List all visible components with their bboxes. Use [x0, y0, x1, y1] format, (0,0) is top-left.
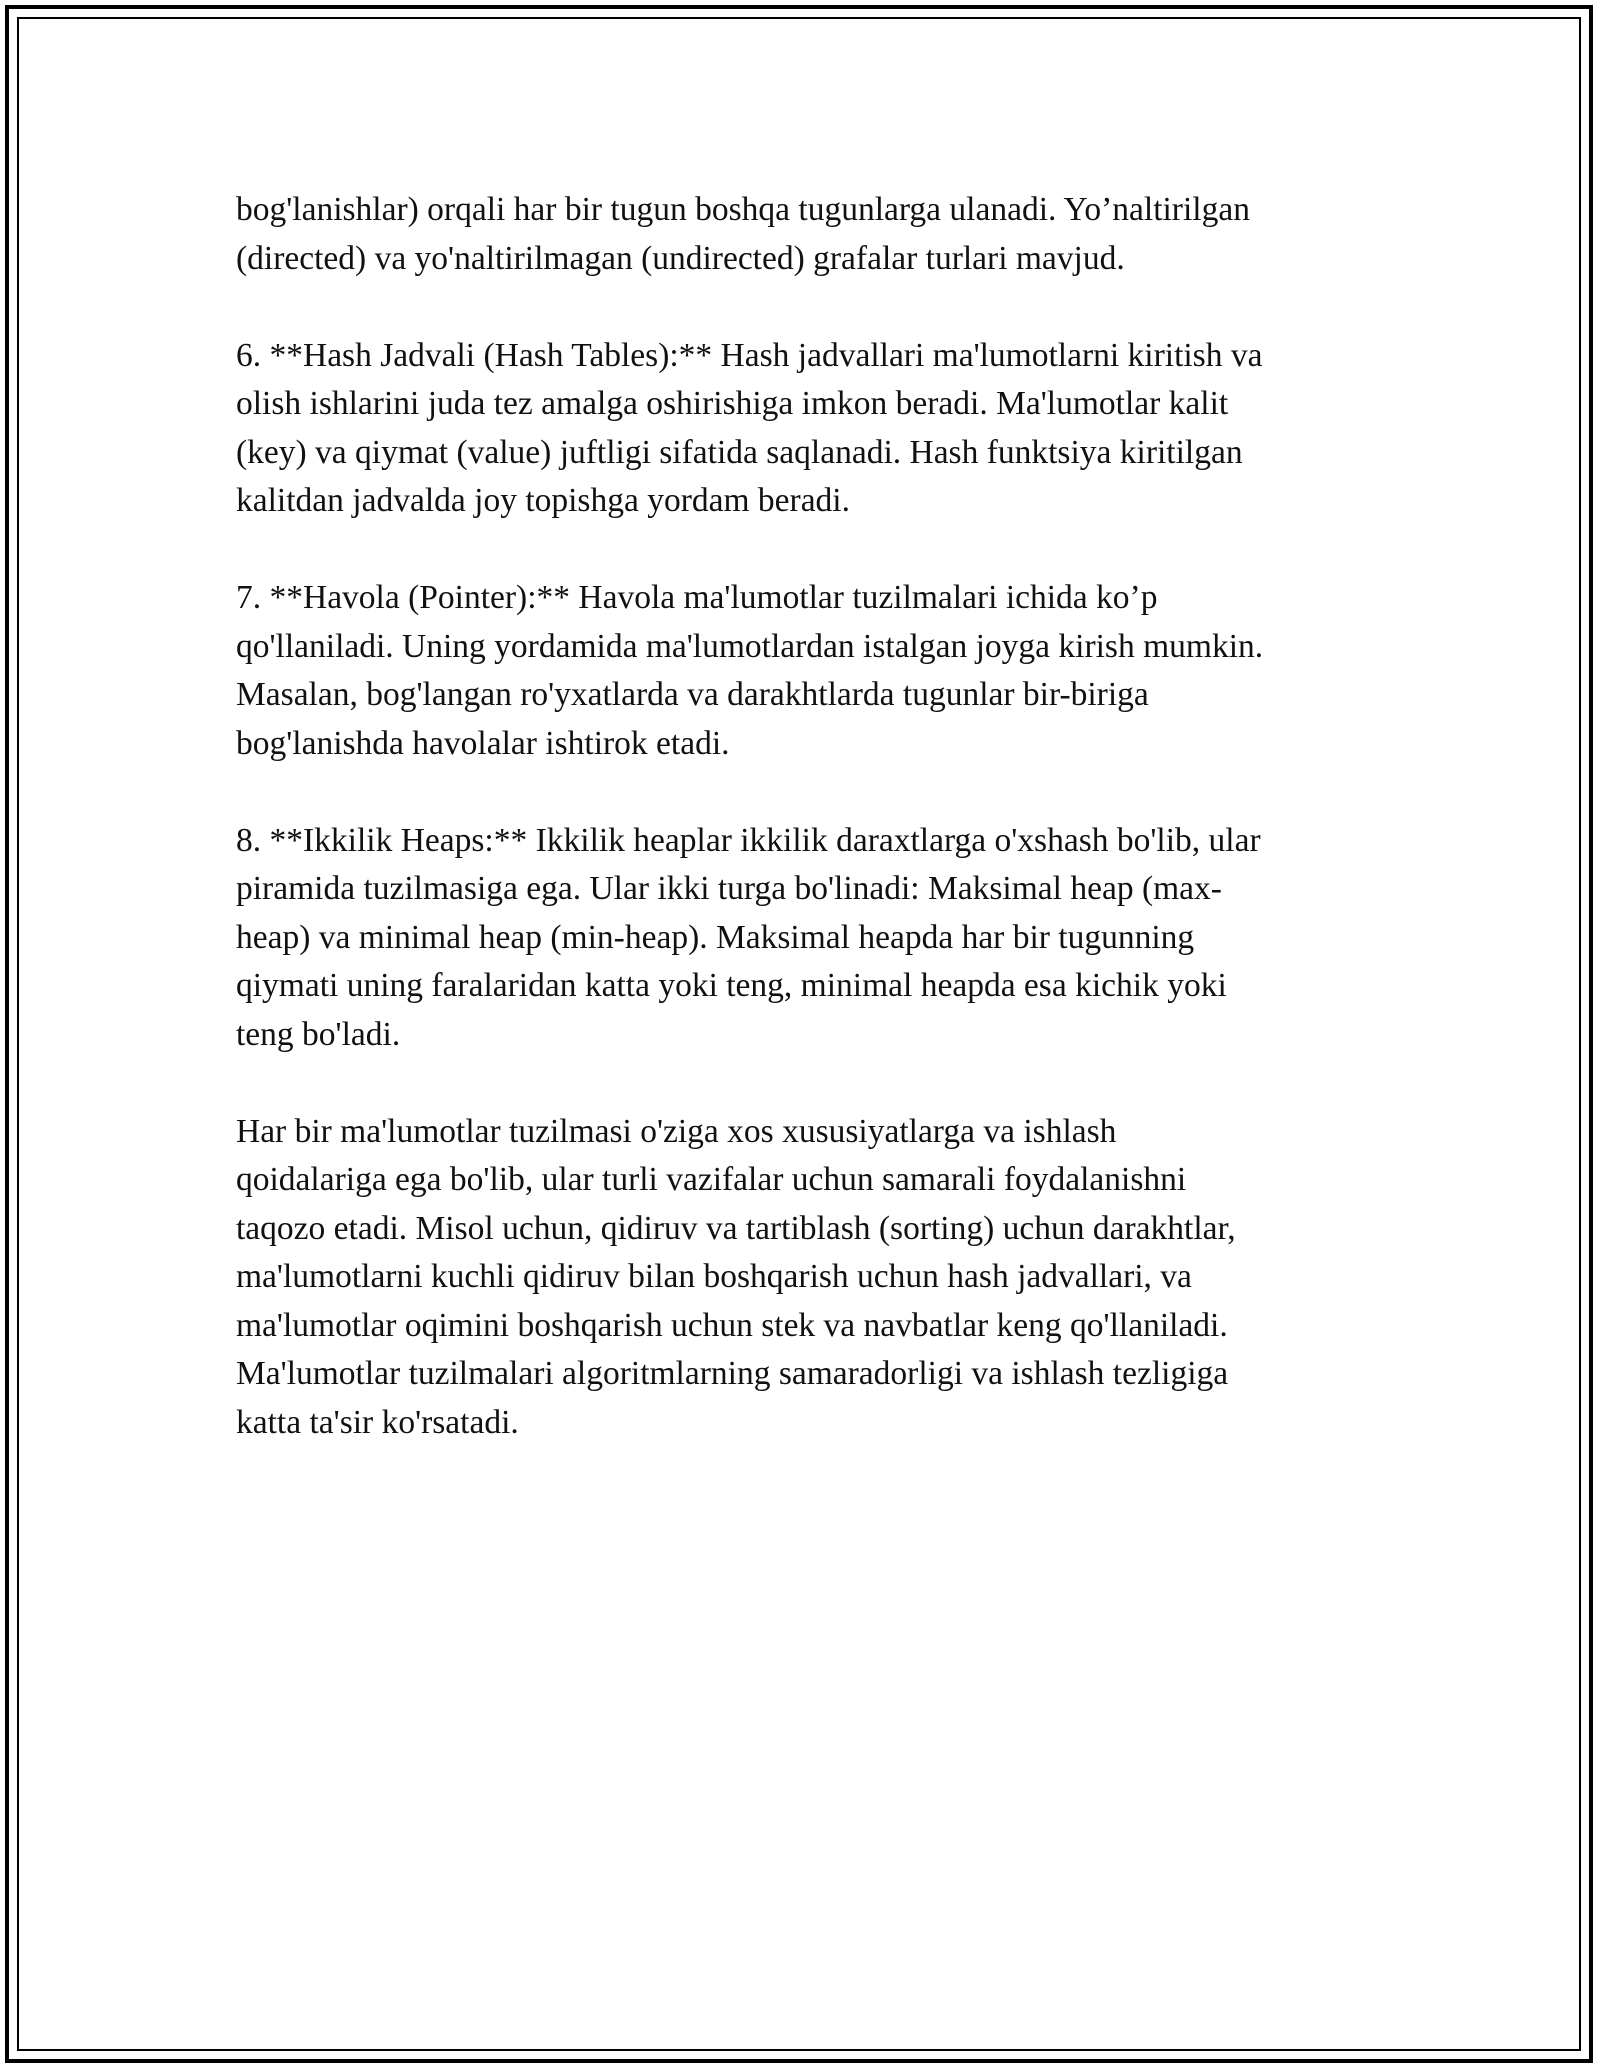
- paragraph-binary-heaps: 8. **Ikkilik Heaps:** Ikkilik heaplar ikkilik daraxtlarga o'xshash bo'lib, ular piramida tuzilmasiga ega. Ular ikki turga bo'linadi: Maksimal heap (max- heap) va minimal heap (min-heap). Maksimal heapda har bir tugunning qiymati uning faralaridan katta yoki teng, minimal heapda esa kichik yoki teng bo'ladi.: [236, 821, 1261, 1053]
- paragraph-graph-continuation: bog'lanishlar) orqali har bir tugun boshqa tugunlarga ulanadi. Yo’naltirilgan (directed) va yo'naltirilmagan (undirected) grafalar turlari mavjud.: [236, 191, 1250, 277]
- document-body: [236, 186, 1376, 1496]
- paragraph-conclusion: Har bir ma'lumotlar tuzilmasi o'ziga xos xususiyatlarga va ishlash qoidalariga ega bo'lib, ular turli vazifalar uchun samarali foydalanishni taqozo etadi. Misol uchun, qidiruv va tartiblash (sorting) uchun darakhtlar, ma'lumotlarni kuchli qidiruv bilan boshqarish uchun hash jadvallari, va ma'lumotlar oqimini boshqarish uchun stek va navbatlar keng qo'llaniladi. Ma'lumotlar tuzilmalari algoritmlarning samaradorligi va ishlash tezligiga katta ta'sir ko'rsatadi.: [236, 1112, 1236, 1441]
- paragraph-hash-tables: 6. **Hash Jadvali (Hash Tables):** Hash jadvallari ma'lumotlarni kiritish va olish ishlarini juda tez amalga oshirishiga imkon beradi. Ma'lumotlar kalit (key) va qiymat (value) juftligi sifatida saqlanadi. Hash funktsiya kiritilgan kalitdan jadvalda joy topishga yordam beradi.: [236, 336, 1263, 519]
- paragraph-pointer: 7. **Havola (Pointer):** Havola ma'lumotlar tuzilmalari ichida ko’p qo'llaniladi. Uning yordamida ma'lumotlardan istalgan joyga kirish mumkin. Masalan, bog'langan ro'yxatlarda va darakhtlarda tugunlar bir-biriga bog'lanishda havolalar ishtirok etadi.: [236, 579, 1264, 762]
